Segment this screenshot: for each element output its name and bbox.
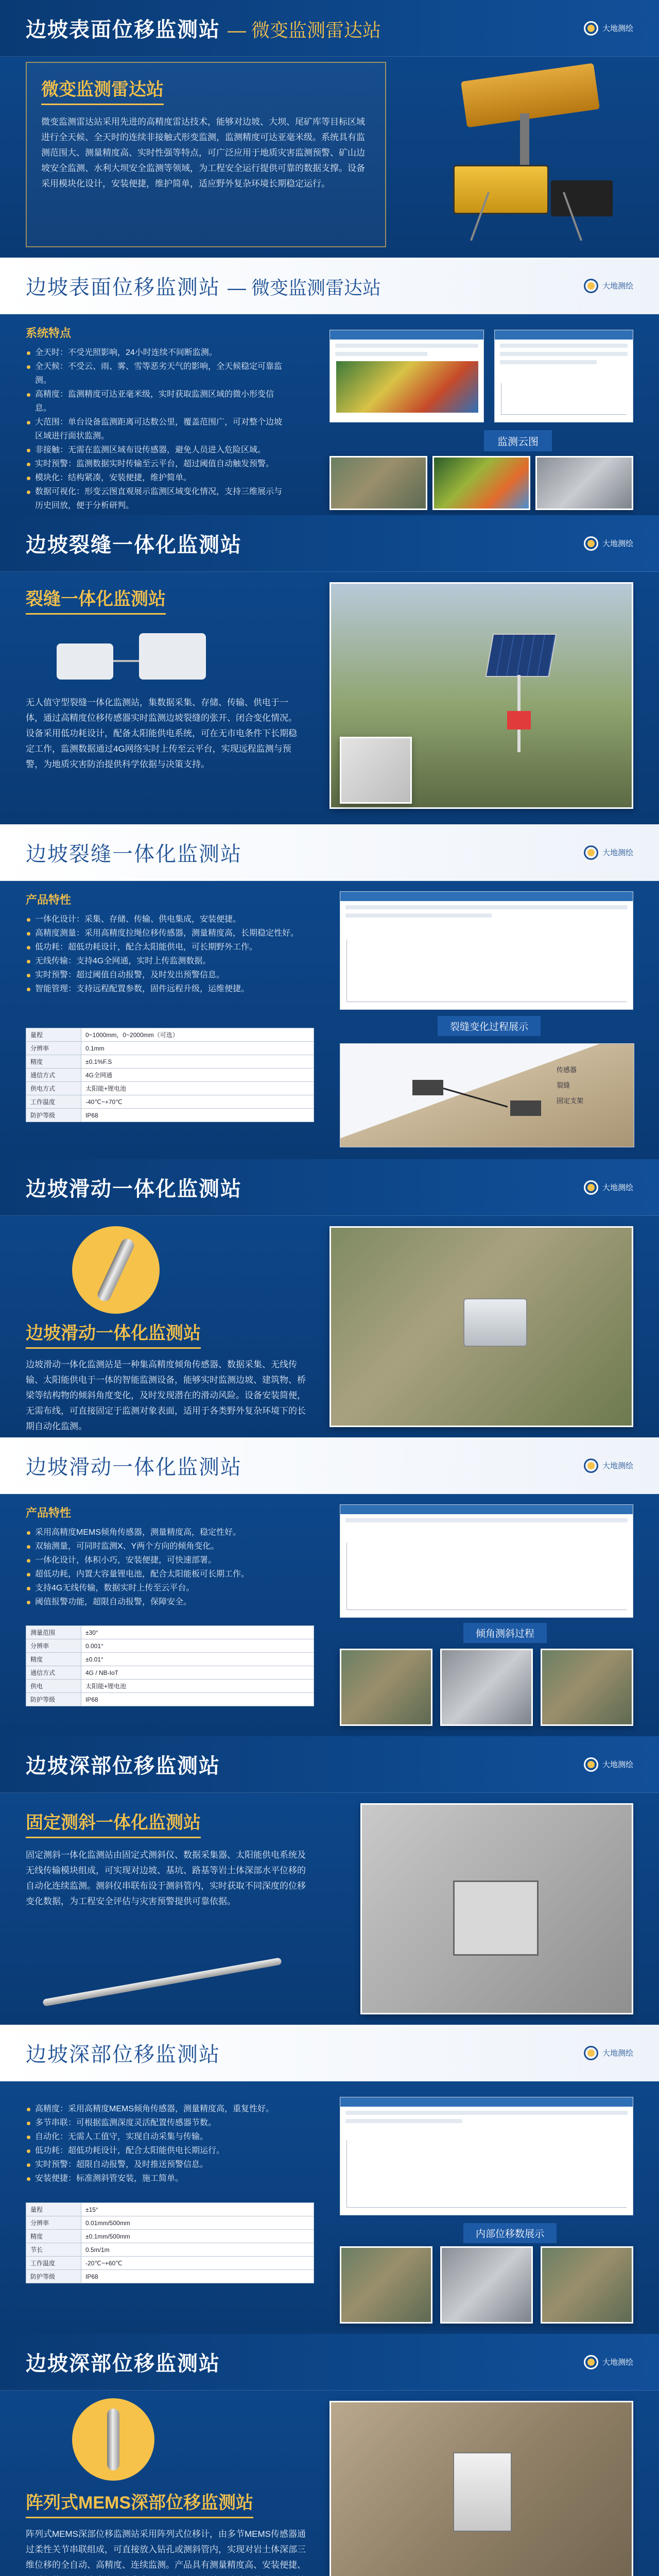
table-row: 供电 太阳能+锂电池 [26, 1680, 314, 1693]
card-title: 固定测斜一体化监测站 [26, 1808, 201, 1838]
card-body: 无人值守型裂缝一体化监测站，集数据采集、存储、传输、供电于一体，通过高精度位移传感器实时监测边坡裂缝的张开、闭合变化情况。设备采用低功耗设计，配备太阳能供电系统，可在无市电条件下长期稳定工作，监测数据通过4G网络实时上传至云平台，实现远程监测与预警，为地质灾害防治提供科学依据与决策支持。 [26, 698, 297, 769]
page-title: 边坡滑动一体化监测站 [26, 1456, 242, 1479]
list-item: 数据可视化：形变云图直观展示监测区域变化情况，支持三维展示与历史回放，便于分析研判。 [26, 485, 283, 513]
section-radar-intro [0, 0, 659, 258]
logo-icon [584, 2046, 598, 2060]
page-title: 边坡深部位移监测站 [26, 2043, 220, 2066]
list-item: 低功耗：超低功耗设计，配合太阳能供电长期运行。 [26, 2144, 314, 2158]
red-box [507, 711, 531, 730]
section-header [0, 1736, 659, 1793]
brand-logo: 大地测绘 [584, 1757, 633, 1772]
spec-table [26, 2202, 314, 2283]
features-block [26, 2102, 314, 2185]
table-row: 精度 ±0.1mm/500mm [26, 2230, 314, 2243]
table-row: 量程 ±15° [26, 2203, 314, 2216]
intro-card [26, 1319, 314, 1434]
borehole-box-image [453, 1880, 539, 1956]
features-block [26, 325, 283, 513]
image-caption: 裂缝变化过程展示 [438, 1016, 541, 1036]
table-row: 通信方式 4G / NB-IoT [26, 1666, 314, 1680]
sensor-circle-image [72, 2398, 154, 2481]
field-photo [541, 2246, 633, 2324]
data-chart-screen [340, 1504, 633, 1618]
section-header [0, 515, 659, 572]
field-photo [340, 2246, 432, 2324]
card-body: 微变监测雷达站采用先进的高精度雷达技术，能够对边坡、大坝、尾矿库等目标区域进行全天候、全天时的连续非接触式形变监测，监测精度可达亚毫米级。系统具有监测范围大、测量精度高、实时性强等特点，可广泛应用于地质灾害监测预警、矿山边坡安全监测、水利大坝安全监测等领域，为工程安全运行提供可靠的数据支撑。设备采用模块化设计，安装便捷，维护简单，适应野外复杂环境长期稳定运行。 [41, 117, 365, 189]
intro-card [26, 2488, 314, 2576]
section-header [0, 824, 659, 881]
list-item: 无线传输：支持4G全网通，实时上传监测数据。 [26, 954, 314, 968]
list-item: 模块化：结构紧凑，安装便捷，维护简单。 [26, 471, 283, 485]
field-photo [340, 1649, 432, 1726]
brand-logo: 大地测绘 [584, 2355, 633, 2369]
page-title: 边坡裂缝一体化监测站 [26, 843, 242, 866]
field-photo [440, 1649, 533, 1726]
brand-logo: 大地测绘 [584, 1180, 633, 1195]
logo-icon [584, 1459, 598, 1473]
spec-table [26, 1028, 314, 1122]
card-title: 微变监测雷达站 [41, 75, 164, 105]
inclinometer-image [42, 1957, 282, 2006]
crack-sensor-image [57, 628, 221, 690]
section-crack-intro [0, 515, 659, 824]
table-row: 防护等级 IP68 [26, 1693, 314, 1706]
logo-icon [584, 845, 598, 860]
list-item: 大范围：单台设备监测距离可达数公里，覆盖范围广，可对整个边坡区域进行面状监测。 [26, 415, 283, 443]
table-row: 精度 ±0.01° [26, 1653, 314, 1666]
section-slide-intro [0, 1159, 659, 1437]
brand-logo: 大地测绘 [584, 279, 633, 293]
list-item: 超低功耗，内置大容量锂电池，配合太阳能板可长期工作。 [26, 1567, 314, 1581]
section-deep-intro [0, 1736, 659, 2025]
features-title: 系统特点 [26, 327, 72, 340]
device-closeup-image [340, 737, 412, 804]
list-item: 实时预警：超过阈值自动报警，及时发出预警信息。 [26, 968, 314, 982]
logo-icon [584, 279, 598, 293]
page-title: 边坡表面位移监测站 — 微变监测雷达站 [26, 276, 381, 299]
list-item: 阈值报警功能，超限自动报警，保障安全。 [26, 1595, 314, 1609]
monitoring-device-image [463, 1298, 527, 1347]
section-header [0, 2025, 659, 2081]
list-item: 采用高精度MEMS倾角传感器，测量精度高，稳定性好。 [26, 1526, 314, 1539]
table-row: 分辨率 0.1mm [26, 1042, 314, 1055]
card-title: 边坡滑动一体化监测站 [26, 1319, 201, 1349]
list-item: 支持4G无线传输，数据实时上传至云平台。 [26, 1581, 314, 1595]
table-row: 量程 0~1000mm，0~2000mm（可选） [26, 1028, 314, 1042]
section-slide-features [0, 1437, 659, 1736]
cloud-map-image [432, 456, 530, 510]
installation-diagram [340, 1043, 634, 1147]
features-title: 产品特性 [26, 893, 72, 906]
features-list [26, 912, 314, 996]
diagram-label: 裂缝 [557, 1081, 570, 1089]
monitoring-dashboard-image [330, 330, 484, 422]
card-body: 固定测斜一体化监测站由固定式测斜仪、数据采集器、太阳能供电系统及无线传输模块组成，可实现对边坡、基坑、路基等岩土体深部水平位移的自动化连续监测。测斜仪串联布设于测斜管内，实时获取不同深度的位移变化数据，为工程安全评估与灾害预警提供可靠依据。 [26, 1850, 306, 1906]
logo-icon [584, 2355, 598, 2369]
list-item: 安装便捷：标准测斜管安装，施工简单。 [26, 2172, 314, 2185]
list-item: 全天时：不受光照影响，24小时连续不间断监测。 [26, 346, 283, 360]
brand-logo: 大地测绘 [584, 845, 633, 860]
logo-icon [584, 21, 598, 36]
field-photo [440, 2246, 533, 2324]
sensor-circle-image [72, 1226, 160, 1314]
cloud-map-image [535, 456, 633, 510]
card-title: 裂缝一体化监测站 [26, 585, 166, 615]
page-title: 边坡深部位移监测站 [26, 2352, 220, 2375]
list-item: 双轴测量，可同时监测X、Y两个方向的倾角变化。 [26, 1539, 314, 1553]
section-deep-features [0, 2025, 659, 2334]
features-list [26, 1526, 314, 1609]
section-header [0, 1159, 659, 1216]
intro-card [26, 1808, 314, 1909]
table-row: 工作温度 -20℃~+60℃ [26, 2257, 314, 2270]
list-item: 高精度测量：采用高精度拉绳位移传感器，测量精度高，长期稳定性好。 [26, 926, 314, 940]
table-row: 测量范围 ±30° [26, 1626, 314, 1639]
radar-device-image [422, 72, 628, 242]
list-item: 一体化设计，体积小巧，安装便捷，可快速部署。 [26, 1553, 314, 1567]
list-item: 多节串联：可根据监测深度灵活配置传感器节数。 [26, 2116, 314, 2130]
card-body: 阵列式MEMS深部位移监测站采用阵列式位移计，由多节MEMS传感器通过柔性关节串联组成，可直接放入钻孔或测斜管内，实现对岩土体深部三维位移的全自动、高精度、连续监测。产品具有测量精度高、安装便捷、 [26, 2529, 306, 2570]
cloud-map-image [330, 456, 427, 510]
features-block [26, 1504, 314, 1609]
logo-icon [584, 536, 598, 551]
field-photo [541, 1649, 633, 1726]
section-header [0, 258, 659, 314]
intro-card [26, 62, 386, 247]
solar-panel-image [485, 634, 557, 677]
list-item: 低功耗：超低功耗设计，配合太阳能供电，可长期野外工作。 [26, 940, 314, 954]
table-row: 防护等级 IP68 [26, 2270, 314, 2283]
card-body: 边坡滑动一体化监测站是一种集高精度倾角传感器、数据采集、无线传输、太阳能供电于一体的智能监测设备，能够实时监测边坡、建筑物、桥梁等结构物的倾斜角度变化，及时发现潜在的滑动风险。设备安装简便，无需布线，可直接固定于监测对象表面，适用于各类野外复杂环境下的长期自动化监测。 [26, 1360, 306, 1431]
image-caption: 倾角测斜过程 [463, 1623, 547, 1643]
section-crack-features [0, 824, 659, 1159]
list-item: 实时预警：超限自动报警，及时推送预警信息。 [26, 2158, 314, 2172]
page-title: 边坡裂缝一体化监测站 [26, 534, 242, 556]
table-row: 供电方式 太阳能+锂电池 [26, 1082, 314, 1095]
list-item: 非接触：无需在监测区域布设传感器，避免人员进入危险区域。 [26, 443, 283, 457]
card-title: 阵列式MEMS深部位移监测站 [26, 2488, 253, 2518]
logo-icon [584, 1757, 598, 1772]
intro-card [26, 585, 304, 772]
list-item: 自动化：无需人工值守，实现自动采集与传输。 [26, 2130, 314, 2144]
brand-logo: 大地测绘 [584, 536, 633, 551]
data-chart-screen [340, 891, 633, 1010]
section-radar-features [0, 258, 659, 515]
table-row: 节长 0.5m/1m [26, 2243, 314, 2257]
section-mems-intro [0, 2334, 659, 2576]
section-header [0, 2334, 659, 2391]
table-row: 通信方式 4G全网通 [26, 1069, 314, 1082]
list-item: 高精度：采用高精度MEMS倾角传感器，测量精度高，重复性好。 [26, 2102, 314, 2116]
list-item: 实时预警：监测数据实时传输至云平台，超过阈值自动触发预警。 [26, 457, 283, 471]
image-caption: 内部位移数展示 [463, 2223, 557, 2243]
logo-icon [584, 1180, 598, 1195]
station-box-image [453, 2452, 512, 2532]
table-row: 工作温度 -40℃~+70℃ [26, 1095, 314, 1109]
diagram-label: 固定支架 [557, 1097, 584, 1105]
data-chart-screen [340, 2097, 633, 2215]
page-title: 边坡深部位移监测站 [26, 1755, 220, 1777]
features-list [26, 2102, 314, 2185]
page-title: 边坡表面位移监测站 — 微变监测雷达站 [26, 19, 381, 41]
table-row: 分辨率 0.01mm/500mm [26, 2216, 314, 2230]
section-header [0, 1437, 659, 1494]
section-header [0, 0, 659, 57]
features-title: 产品特性 [26, 1506, 72, 1519]
page-title: 边坡滑动一体化监测站 [26, 1178, 242, 1200]
image-caption: 监测云图 [484, 430, 552, 451]
brand-logo: 大地测绘 [584, 21, 633, 36]
diagram-label: 传感器 [557, 1066, 577, 1074]
list-item: 全天候：不受云、雨、雾、雪等恶劣天气的影响，全天候稳定可靠监测。 [26, 360, 283, 387]
features-list [26, 346, 283, 513]
features-block [26, 891, 314, 996]
table-row: 分辨率 0.001° [26, 1639, 314, 1653]
brand-logo: 大地测绘 [584, 2046, 633, 2060]
brand-logo: 大地测绘 [584, 1459, 633, 1473]
spec-table [26, 1625, 314, 1706]
list-item: 高精度：监测精度可达亚毫米级，实时获取监测区域的微小形变信息。 [26, 387, 283, 415]
monitoring-dashboard-image [494, 330, 633, 422]
table-row: 防护等级 IP68 [26, 1109, 314, 1122]
list-item: 一体化设计：采集、存储、传输、供电集成，安装便捷。 [26, 912, 314, 926]
table-row: 精度 ±0.1%F.S [26, 1055, 314, 1069]
list-item: 智能管理：支持远程配置参数，固件远程升级，运维便捷。 [26, 982, 314, 996]
